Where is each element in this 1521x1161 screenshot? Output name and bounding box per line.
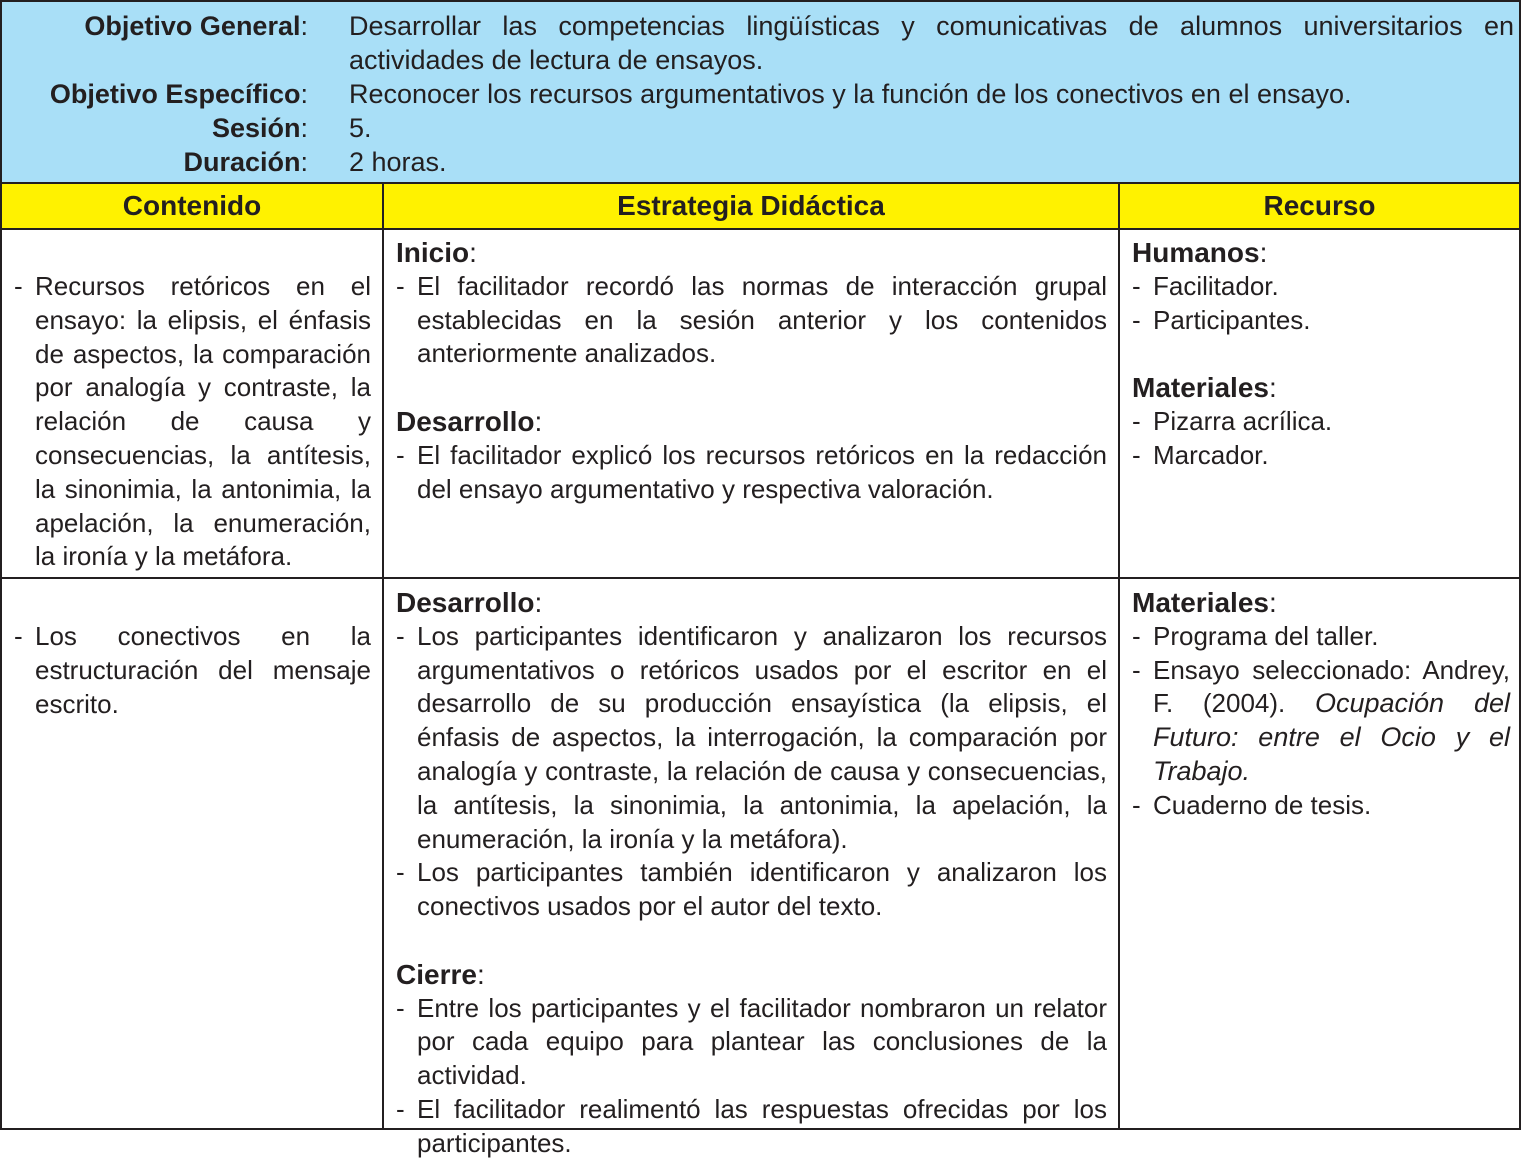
colon: :	[300, 113, 308, 143]
general-objective-value: Desarrollar las competencias lingüísticas y comunicativas de alumnos universitarios en actividades de lectura de ensayos.	[349, 11, 1514, 75]
row1-desarrollo-title: Desarrollo	[396, 405, 535, 437]
row1-content-text: - Recursos retóricos en el ensayo: la elipsis, el énfasis de aspectos, la comparación por analogía y contraste, la relación de causa y consecuencias, la antítesis, la sinonimia, la antonimia, la apelación, la enumeración, la ironía y la metáfora.	[14, 270, 371, 574]
colon: :	[534, 405, 543, 437]
session-value: 5.	[349, 113, 372, 143]
row2-cierre-item: - Entre los participantes y el facilitador nombraron un relator por cada equipo para plantear las conclusiones de la actividad.	[396, 992, 1107, 1093]
column-header-strategy: Estrategia Didáctica	[382, 182, 1120, 230]
row2-strategy-cell	[382, 577, 1120, 1158]
row1-humanos-title: Humanos	[1132, 237, 1260, 268]
essay-title: Ocupación del Futuro: entre el Ocio y el Trabajo.	[1153, 688, 1510, 786]
row2-content-text: - Los conectivos en la estructuración del mensaje escrito.	[14, 620, 371, 721]
row1-resource-cell	[1118, 228, 1521, 579]
colon: :	[300, 11, 308, 41]
colon: :	[1259, 237, 1268, 268]
row1-humanos-item: - Participantes.	[1132, 304, 1510, 338]
row1-content-cell	[0, 228, 384, 579]
column-header-content: Contenido	[0, 182, 384, 230]
colon: :	[476, 958, 485, 990]
row1-materiales-item: - Marcador.	[1132, 439, 1510, 473]
row2-resource-item	[1132, 654, 1510, 789]
row2-resource-cell	[1118, 577, 1521, 1130]
colon: :	[469, 237, 477, 268]
row1-inicio-title: Inicio	[396, 237, 470, 268]
colon: :	[1268, 372, 1277, 404]
row1-strategy-cell	[382, 228, 1120, 579]
duration-label: Duración	[183, 147, 301, 177]
row2-resource-item: - Programa del taller.	[1132, 620, 1510, 654]
colon: :	[534, 587, 543, 618]
duration-value: 2 horas.	[349, 147, 447, 177]
colon: :	[1268, 587, 1277, 618]
row2-content-cell	[0, 577, 384, 1130]
row1-desarrollo-item: - El facilitador explicó los recursos retóricos en la redacción del ensayo argumentativo y respectiva valoración.	[396, 439, 1107, 507]
row2-desarrollo-item: - Los participantes identificaron y analizaron los recursos argumentativos o retóricos usados por el escritor en el desarrollo de su producción ensayística (la elipsis, el énfasis de aspectos, la interrogación, la comparación por analogía y contraste, la relación de causa y consecuencias, la antítesis, la sinonimia, la antonimia, la apelación, la enumeración, la ironía y la metáfora).	[396, 620, 1107, 857]
row2-resource-item: - Cuaderno de tesis.	[1132, 789, 1510, 823]
column-header-resource: Recurso	[1118, 182, 1521, 230]
row1-materiales-item: - Pizarra acrílica.	[1132, 405, 1510, 439]
essay-citation: Ensayo seleccionado: Andrey, F. (2004).	[1153, 654, 1510, 719]
row2-desarrollo-item: - Los participantes también identificaron y analizaron los conectivos usados por el autor del texto.	[396, 856, 1107, 924]
row1-materiales-title: Materiales	[1132, 372, 1269, 404]
row1-inicio-item: - El facilitador recordó las normas de interacción grupal establecidas en la sesión anterior y los contenidos anteriormente analizados.	[396, 270, 1107, 371]
objectives-header	[0, 0, 1521, 184]
session-label: Sesión	[211, 113, 301, 143]
row2-materiales-title: Materiales	[1132, 587, 1269, 618]
colon: :	[300, 147, 308, 177]
row2-cierre-title: Cierre	[396, 958, 477, 990]
row2-cierre-item: - El facilitador realimentó las respuestas ofrecidas por los participantes.	[396, 1093, 1107, 1161]
row1-humanos-item: - Facilitador.	[1132, 270, 1510, 304]
colon: :	[300, 79, 308, 109]
general-objective-label: Objetivo General	[84, 11, 301, 41]
row2-desarrollo-title: Desarrollo	[396, 587, 535, 618]
specific-objective-label: Objetivo Específico	[49, 79, 301, 109]
specific-objective-value: Reconocer los recursos argumentativos y la función de los conectivos en el ensayo.	[349, 79, 1352, 109]
